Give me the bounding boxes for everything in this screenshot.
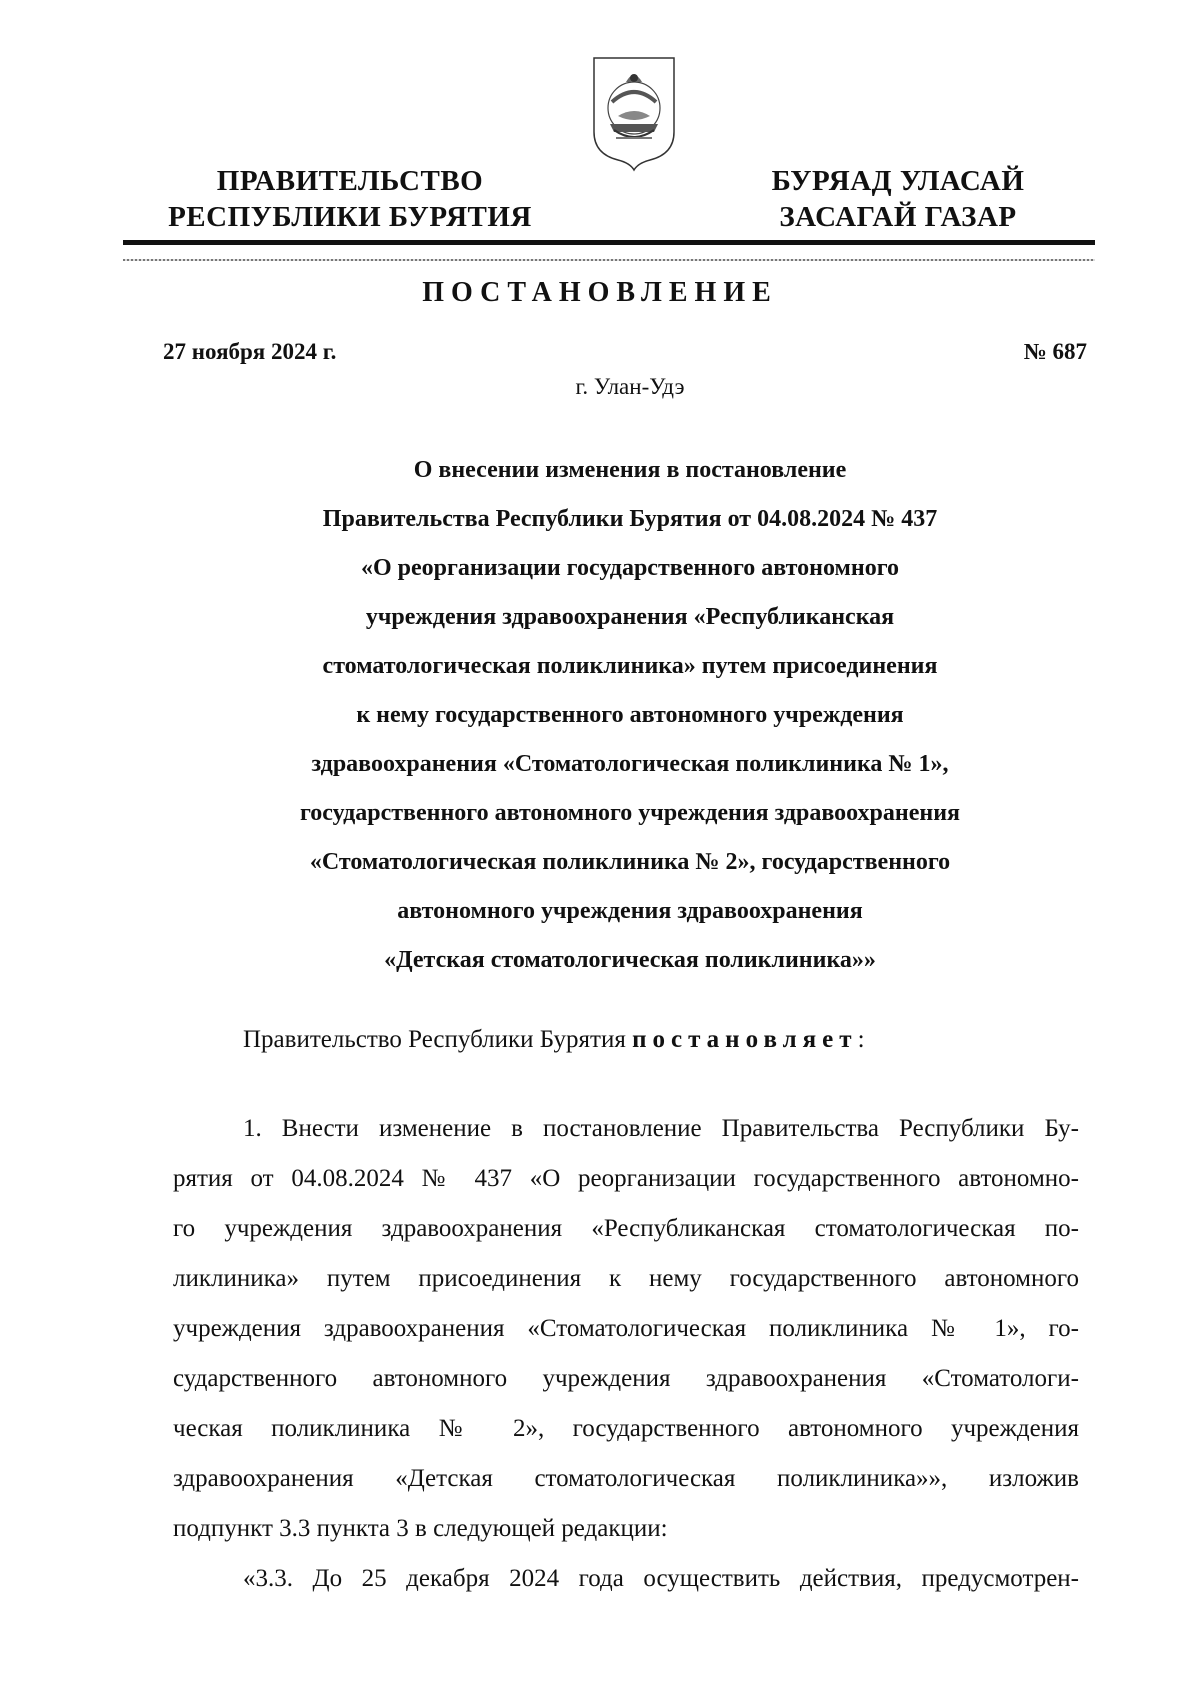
body-line: «3.3. До 25 декабря 2024 года осуществить действия, предусмотрен- — [243, 1565, 1079, 1592]
title-line: «Детская стоматологическая поликлиника»» — [384, 947, 876, 973]
header-divider-thick — [123, 240, 1095, 245]
document-number: № 687 — [1023, 339, 1087, 364]
body-line: го учреждения здравоохранения «Республиканская стоматологическая по- — [173, 1215, 1079, 1242]
body-line: сударственного автономного учреждения здравоохранения «Стоматологи- — [173, 1365, 1079, 1392]
document-title — [120, 455, 1140, 994]
title-line: к нему государственного автономного учреждения — [356, 702, 904, 728]
body-line: подпункт 3.3 пункта 3 в следующей редакции: — [173, 1515, 668, 1542]
title-line: здравоохранения «Стоматологическая поликлиника № 1», — [311, 751, 949, 777]
title-line: государственного автономного учреждения здравоохранения — [299, 800, 961, 826]
document-date: 27 ноября 2024 г. — [163, 339, 337, 364]
document-city: г. Улан-Удэ — [575, 374, 685, 399]
body-line: 1. Внести изменение в постановление Правительства Республики Бу- — [243, 1115, 1079, 1142]
header-right-line-1: БУРЯАД УЛАСАЙ — [771, 165, 1025, 197]
coat-of-arms-icon — [590, 54, 678, 172]
decree-subject: Правительство Республики Бурятия — [243, 1026, 633, 1053]
title-line: «Стоматологическая поликлиника № 2», государственного — [309, 849, 951, 875]
decree-punct: : — [857, 1026, 865, 1053]
body-line: ческая поликлиника № 2», государственного автономного учреждения — [173, 1415, 1079, 1442]
header-divider-thin — [123, 259, 1095, 261]
document-type: ПОСТАНОВЛЕНИЕ — [422, 277, 778, 308]
header-right-line-2: ЗАСАГАЙ ГАЗАР — [779, 201, 1017, 233]
title-line: О внесении изменения в постановление — [413, 457, 847, 483]
government-name-buryat — [748, 163, 1048, 235]
header-left-line-1: ПРАВИТЕЛЬСТВО — [216, 165, 484, 197]
decree-clause — [243, 1024, 865, 1056]
decree-verb: постановляет — [632, 1026, 858, 1053]
body-line: учреждения здравоохранения «Стоматологическая поликлиника № 1», го- — [173, 1315, 1079, 1342]
title-line: «О реорганизации государственного автономного — [360, 555, 899, 581]
title-line: автономного учреждения здравоохранения — [397, 898, 863, 924]
body-line: здравоохранения «Детская стоматологическая поликлиника»», изложив — [173, 1465, 1079, 1492]
title-line: Правительства Республики Бурятия от 04.08.2024 № 437 — [322, 506, 938, 532]
title-line: учреждения здравоохранения «Республиканская — [365, 604, 895, 630]
body-line: рятия от 04.08.2024 № 437 «О реорганизации государственного автономно- — [173, 1165, 1079, 1192]
title-line: стоматологическая поликлиника» путем присоединения — [322, 653, 938, 679]
body-line: ликлиника» путем присоединения к нему государственного автономного — [173, 1265, 1079, 1292]
government-name-russian — [150, 163, 550, 235]
document-body — [173, 1113, 1079, 1613]
header-left-line-2: РЕСПУБЛИКИ БУРЯТИЯ — [168, 201, 532, 233]
